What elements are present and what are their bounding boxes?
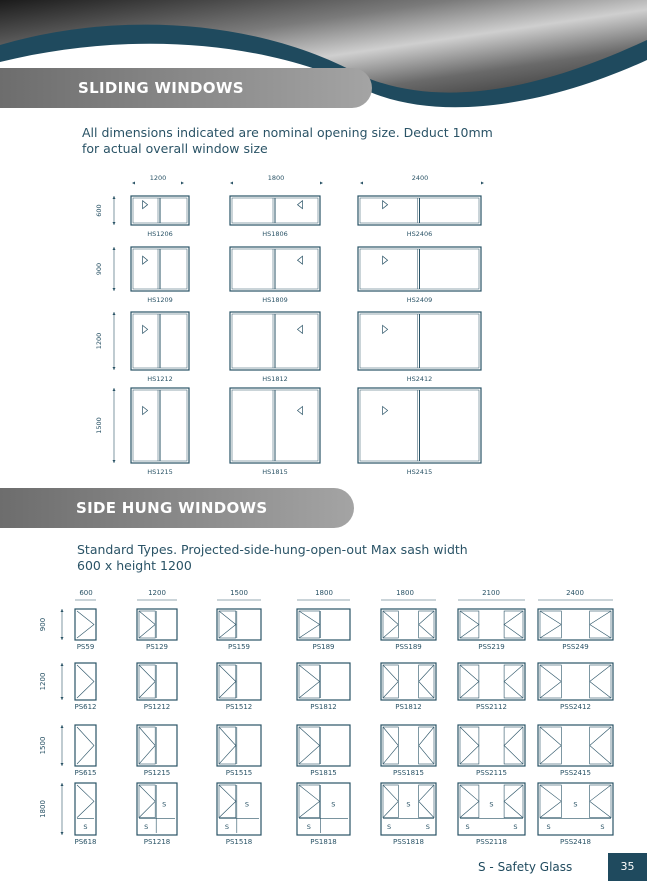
side-hung-intro-text: Standard Types. Projected-side-hung-open-out Max sash width 600 x height 1200: [77, 542, 468, 573]
window-drawing: [230, 312, 320, 370]
sash-frame: [299, 727, 320, 764]
sash-frame: [460, 665, 479, 698]
sash-frame: [219, 727, 236, 764]
window-drawing: [458, 663, 525, 700]
opening-indicator: [77, 665, 94, 698]
opening-indicator: [590, 611, 611, 638]
slide-direction-icon: [143, 256, 148, 264]
window-code: PSS2412: [560, 703, 591, 711]
sash-frame: [590, 611, 611, 638]
opening-indicator: [460, 785, 479, 818]
opening-indicator: [504, 611, 523, 638]
sash-frame: [383, 665, 398, 698]
opening-indicator: [383, 727, 398, 764]
window-code: PS1812: [395, 703, 422, 711]
width-label: 1200: [149, 174, 167, 182]
window-code: PS618: [74, 838, 97, 846]
window-frame: [297, 783, 350, 835]
opening-indicator: [219, 785, 236, 818]
dimension-arrow: [132, 182, 135, 185]
opening-indicator: [419, 785, 434, 818]
header-graphic: [0, 0, 647, 130]
opening-indicator: [219, 611, 236, 638]
window-drawing: [217, 609, 261, 640]
window-code: HS1215: [147, 468, 173, 476]
sash-frame: [504, 611, 523, 638]
side-hung-windows-diagram: [0, 578, 647, 853]
opening-indicator: [419, 727, 434, 764]
window-frame: [137, 783, 177, 835]
safety-glass-mark: S: [306, 823, 311, 831]
opening-indicator: [77, 611, 94, 638]
safety-glass-mark: S: [244, 800, 250, 809]
window-drawing: [75, 663, 96, 700]
window-drawing: [131, 196, 189, 225]
window-code: PS1812: [310, 703, 337, 711]
opening-indicator: [383, 611, 398, 638]
window-frame: [458, 725, 525, 766]
window-code: PS1518: [225, 838, 253, 846]
slide-direction-icon: [298, 256, 303, 264]
window-code: PSS189: [395, 643, 422, 651]
window-drawing: [137, 609, 177, 640]
window-code: PSS1818: [393, 838, 424, 846]
window-code: HS2415: [406, 468, 433, 476]
window-code: HS1806: [262, 230, 288, 238]
dimension-arrow: [61, 725, 64, 728]
window-code: PS129: [145, 643, 169, 651]
dimension-arrow: [230, 182, 233, 185]
window-drawing: [131, 312, 189, 370]
opening-indicator: [139, 727, 155, 764]
window-frame: [75, 725, 96, 766]
window-drawing: [131, 388, 189, 463]
width-label: 1800: [396, 589, 414, 597]
window-drawing: [75, 725, 96, 766]
window-drawing: [230, 196, 320, 225]
opening-indicator: [77, 727, 94, 764]
window-drawing: [297, 609, 350, 640]
window-code: PS612: [74, 703, 97, 711]
window-frame: [381, 725, 436, 766]
slide-direction-icon: [143, 201, 148, 209]
window-frame: [381, 609, 436, 640]
window-drawing: [75, 609, 96, 640]
footer-legend: S - Safety Glass: [478, 860, 573, 874]
sash-frame: [540, 665, 561, 698]
opening-indicator: [419, 665, 434, 698]
window-code: PSS1815: [393, 769, 424, 777]
opening-indicator: [139, 665, 155, 698]
sash-frame: [299, 611, 320, 638]
sash-frame: [139, 665, 155, 698]
slide-direction-icon: [383, 325, 388, 333]
sash-frame: [139, 785, 155, 818]
window-code: PSS2112: [476, 703, 507, 711]
window-code: PSS249: [562, 643, 589, 651]
window-code: PSS2415: [560, 769, 591, 777]
safety-glass-mark: S: [425, 823, 430, 831]
window-code: HS1809: [262, 296, 288, 304]
sash-frame: [460, 611, 479, 638]
window-drawing: [297, 663, 350, 700]
sash-frame: [504, 727, 523, 764]
safety-glass-mark: S: [573, 800, 578, 809]
sash-frame: [219, 611, 236, 638]
window-drawing: [137, 783, 177, 835]
dimension-arrow: [113, 288, 116, 291]
width-label: 1200: [148, 589, 166, 597]
page-number: 35: [608, 853, 647, 881]
window-code: PS1815: [310, 769, 337, 777]
opening-indicator: [299, 665, 320, 698]
window-drawing: [358, 196, 481, 225]
width-label: 2400: [566, 589, 584, 597]
opening-indicator: [419, 611, 434, 638]
safety-glass-mark: S: [331, 800, 336, 809]
window-drawing: [230, 247, 320, 291]
window-code: HS2406: [406, 230, 433, 238]
section-title-sliding: SLIDING WINDOWS: [0, 68, 372, 108]
window-drawing: [358, 388, 481, 463]
window-code: PS59: [76, 643, 95, 651]
slide-direction-icon: [143, 407, 148, 415]
height-label: 900: [39, 617, 47, 632]
sash-frame: [540, 785, 561, 818]
window-drawing: [381, 725, 436, 766]
dimension-arrow: [61, 609, 64, 612]
opening-indicator: [383, 665, 398, 698]
width-label: 2100: [482, 589, 500, 597]
slide-direction-icon: [298, 407, 303, 415]
window-drawing: [458, 609, 525, 640]
sash-frame: [219, 665, 236, 698]
sash-frame: [383, 611, 398, 638]
window-frame: [458, 663, 525, 700]
window-code: PS159: [227, 643, 251, 651]
window-code: HS1206: [147, 230, 173, 238]
dimension-arrow: [113, 222, 116, 225]
window-frame: [75, 609, 96, 640]
window-code: HS1209: [147, 296, 173, 304]
sash-frame: [299, 665, 320, 698]
window-frame: [297, 663, 350, 700]
safety-glass-mark: S: [546, 823, 551, 831]
opening-indicator: [219, 727, 236, 764]
opening-indicator: [219, 665, 236, 698]
width-label: 1500: [230, 589, 248, 597]
window-frame: [538, 725, 613, 766]
height-label: 600: [95, 204, 103, 217]
sash-frame: [419, 665, 434, 698]
sash-frame: [460, 727, 479, 764]
window-code: HS1815: [262, 468, 288, 476]
dimension-arrow: [320, 182, 323, 185]
safety-glass-mark: S: [224, 823, 230, 831]
sash-frame: [383, 727, 398, 764]
dimension-arrow: [61, 783, 64, 786]
opening-indicator: [504, 785, 523, 818]
window-frame: [297, 609, 350, 640]
opening-indicator: [139, 785, 155, 818]
safety-glass-mark: S: [600, 823, 605, 831]
window-code: PSS2115: [476, 769, 507, 777]
dimension-arrow: [113, 312, 116, 315]
window-code: PS1515: [225, 769, 253, 777]
window-code: PS1212: [143, 703, 171, 711]
width-label: 1800: [267, 174, 285, 182]
window-code: PSS2118: [476, 838, 507, 846]
opening-indicator: [540, 665, 561, 698]
section-title-side-hung: SIDE HUNG WINDOWS: [0, 488, 354, 528]
width-label: 600: [79, 589, 93, 597]
window-frame: [217, 783, 261, 835]
opening-indicator: [299, 611, 320, 638]
window-drawing: [217, 663, 261, 700]
sliding-intro-text: All dimensions indicated are nominal opening size. Deduct 10mm for actual overall window size: [82, 125, 493, 156]
opening-indicator: [504, 727, 523, 764]
window-drawing: [538, 609, 613, 640]
height-label: 1200: [95, 332, 103, 350]
width-label: 2400: [411, 174, 429, 182]
dimension-arrow: [113, 388, 116, 391]
dimension-arrow: [61, 763, 64, 766]
window-code: PSS2418: [560, 838, 591, 846]
sash-frame: [219, 785, 236, 818]
opening-indicator: [540, 611, 561, 638]
window-drawing: [131, 247, 189, 291]
window-drawing: [297, 783, 350, 835]
dimension-arrow: [61, 697, 64, 700]
window-frame: [217, 609, 261, 640]
window-frame: [217, 725, 261, 766]
window-frame: [458, 609, 525, 640]
dimension-arrow: [61, 663, 64, 666]
sash-frame: [540, 727, 561, 764]
window-frame: [297, 725, 350, 766]
sash-frame: [504, 785, 523, 818]
height-label: 900: [95, 262, 103, 276]
window-frame: [538, 663, 613, 700]
sash-frame: [299, 785, 320, 818]
slide-direction-icon: [143, 325, 148, 333]
slide-direction-icon: [298, 201, 303, 209]
sash-frame: [590, 727, 611, 764]
sash-frame: [383, 785, 398, 818]
window-code: PS1818: [310, 838, 337, 846]
window-code: PSS219: [478, 643, 505, 651]
opening-indicator: [460, 665, 479, 698]
dimension-arrow: [113, 247, 116, 250]
opening-indicator: [139, 611, 155, 638]
window-frame: [217, 663, 261, 700]
window-drawing: [137, 663, 177, 700]
opening-indicator: [540, 727, 561, 764]
sash-frame: [139, 727, 155, 764]
safety-glass-mark: S: [144, 823, 149, 831]
sash-frame: [419, 611, 434, 638]
window-drawing: [217, 783, 261, 835]
opening-indicator: [590, 785, 611, 818]
window-code: HS1212: [147, 375, 173, 383]
window-code: PS615: [74, 769, 97, 777]
window-frame: [137, 609, 177, 640]
opening-indicator: [460, 727, 479, 764]
dimension-arrow: [481, 182, 484, 185]
sash-frame: [590, 785, 611, 818]
slide-direction-icon: [383, 201, 388, 209]
window-drawing: [538, 663, 613, 700]
safety-glass-mark: S: [489, 800, 494, 809]
dimension-arrow: [61, 637, 64, 640]
opening-indicator: [299, 727, 320, 764]
height-label: 1200: [39, 672, 47, 691]
window-drawing: [230, 388, 320, 463]
window-drawing: [137, 725, 177, 766]
window-frame: [538, 609, 613, 640]
window-drawing: [381, 663, 436, 700]
window-code: HS2412: [406, 375, 433, 383]
sash-frame: [590, 665, 611, 698]
dimension-arrow: [360, 182, 363, 185]
width-label: 1800: [315, 589, 333, 597]
sash-frame: [504, 665, 523, 698]
safety-glass-mark: S: [162, 800, 167, 809]
opening-indicator: [504, 665, 523, 698]
opening-indicator: [540, 785, 561, 818]
window-frame: [381, 663, 436, 700]
window-frame: [75, 663, 96, 700]
window-code: PS1218: [143, 838, 171, 846]
opening-indicator: [590, 727, 611, 764]
window-drawing: [381, 609, 436, 640]
opening-indicator: [77, 785, 94, 818]
slide-direction-icon: [383, 256, 388, 264]
dimension-arrow: [113, 196, 116, 199]
window-drawing: [217, 725, 261, 766]
dimension-arrow: [181, 182, 184, 185]
opening-indicator: [299, 785, 320, 818]
sash-frame: [460, 785, 479, 818]
safety-glass-mark: S: [513, 823, 518, 831]
sash-frame: [540, 611, 561, 638]
opening-indicator: [383, 785, 398, 818]
window-drawing: [538, 725, 613, 766]
window-drawing: [358, 312, 481, 370]
window-code: PS1215: [143, 769, 171, 777]
safety-glass-mark: S: [83, 823, 88, 831]
window-frame: [137, 663, 177, 700]
window-drawing: [358, 247, 481, 291]
sliding-windows-diagram: [0, 170, 647, 480]
dimension-arrow: [113, 367, 116, 370]
opening-indicator: [590, 665, 611, 698]
dimension-arrow: [61, 832, 64, 835]
safety-glass-mark: S: [465, 823, 470, 831]
sash-frame: [139, 611, 155, 638]
sash-frame: [419, 727, 434, 764]
opening-indicator: [460, 611, 479, 638]
slide-direction-icon: [298, 325, 303, 333]
height-label: 1500: [95, 417, 103, 434]
window-code: PS189: [312, 643, 335, 651]
safety-glass-mark: S: [387, 823, 392, 831]
window-code: HS2409: [406, 296, 433, 304]
window-code: PS1512: [225, 703, 253, 711]
window-drawing: [297, 725, 350, 766]
height-label: 1800: [39, 800, 47, 818]
slide-direction-icon: [383, 407, 388, 415]
sash-frame: [419, 785, 434, 818]
safety-glass-mark: S: [406, 800, 411, 809]
height-label: 1500: [39, 736, 47, 755]
dimension-arrow: [113, 460, 116, 463]
window-code: HS1812: [262, 375, 288, 383]
window-drawing: [458, 725, 525, 766]
